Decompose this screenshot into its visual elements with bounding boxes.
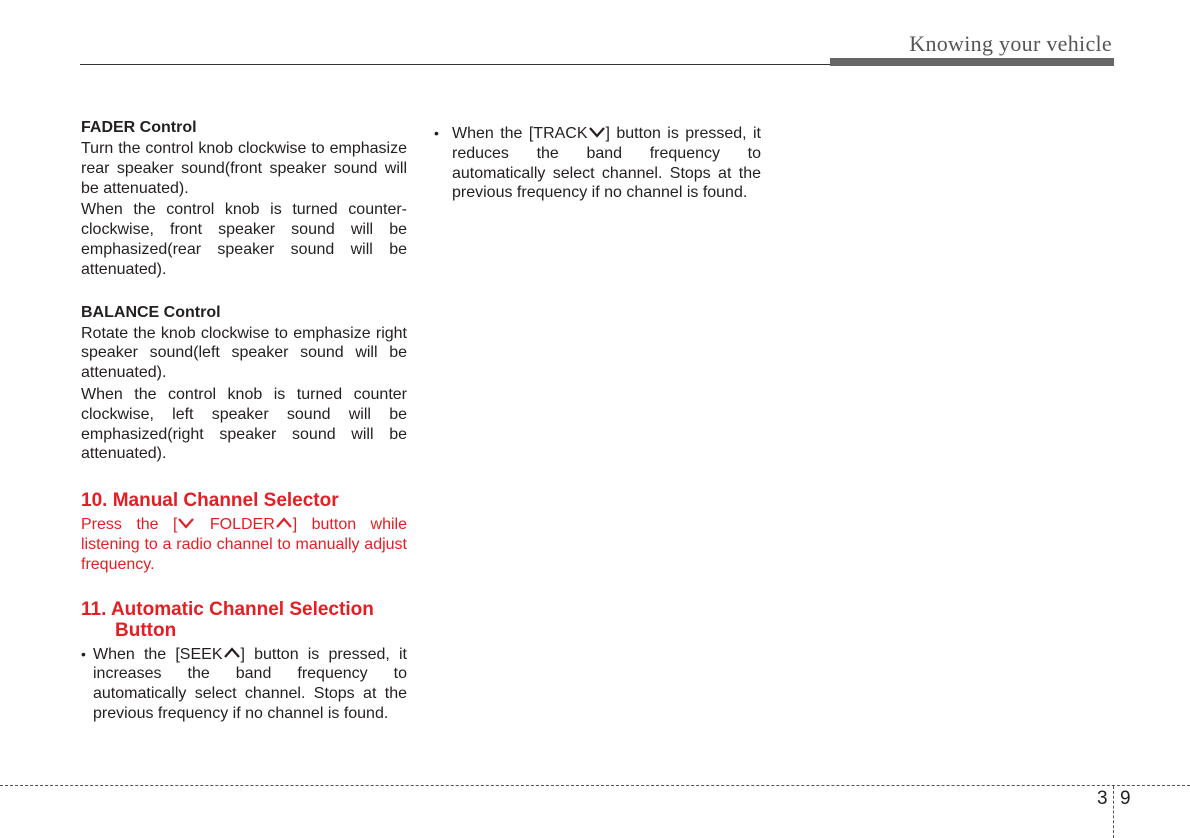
manual-text-after: ] button while listening to a radio channel to manually adjust frequency. xyxy=(81,516,407,573)
footer-rule xyxy=(0,785,1190,786)
left-column xyxy=(81,118,407,724)
folder-label: FOLDER xyxy=(209,516,275,534)
seek-text-after: ] button is pressed, it increases the band frequency to automatically select channel. Stops at the previous frequency if no channel is found. xyxy=(93,645,407,722)
fader-heading: FADER Control xyxy=(81,119,197,136)
balance-paragraph-2: When the control knob is turned counter clockwise, left speaker sound will be emphasized(right speaker sound will be attenuated). xyxy=(81,385,407,463)
manual-text-before: Press the [ xyxy=(81,516,178,534)
middle-column xyxy=(434,124,761,203)
track-bullet xyxy=(434,124,761,203)
manual-channel-heading: 10. Manual Channel Selector xyxy=(81,490,339,512)
seek-text-before: When the [SEEK xyxy=(93,645,223,663)
manual-channel-paragraph xyxy=(81,515,407,574)
automatic-heading-line-2: Button xyxy=(115,619,177,641)
page-number-separator xyxy=(1113,786,1114,838)
chevron-up-icon xyxy=(223,646,241,660)
page-number: 9 xyxy=(1120,788,1131,809)
fader-paragraph-1: Turn the control knob clockwise to emphasize rear speaker sound(front speaker sound will be attenuated). xyxy=(81,140,407,197)
automatic-heading-line-1: 11. Automatic Channel Selection xyxy=(81,598,374,620)
chevron-down-icon xyxy=(177,516,195,530)
header-bar xyxy=(830,58,1114,66)
page-section-number: 3 xyxy=(1097,788,1108,809)
balance-paragraph-1: Rotate the knob clockwise to emphasize right speaker sound(left speaker sound will be attenuated). xyxy=(81,324,407,382)
track-text-after: ] button is pressed, it reduces the band frequency to automatically select channel. Stops at the previous frequency if no channel is found. xyxy=(452,125,761,202)
chevron-up-icon xyxy=(275,516,293,530)
running-header: Knowing your vehicle xyxy=(909,31,1112,56)
balance-heading: BALANCE Control xyxy=(81,303,221,321)
automatic-channel-heading xyxy=(81,599,407,641)
seek-bullet xyxy=(81,645,407,724)
track-text-before: When the [TRACK xyxy=(452,125,588,142)
fader-paragraph-2: When the control knob is turned counter-clockwise, front speaker sound will be emphasized(rear speaker sound will be attenuated). xyxy=(81,201,407,278)
chevron-down-icon xyxy=(588,125,606,139)
